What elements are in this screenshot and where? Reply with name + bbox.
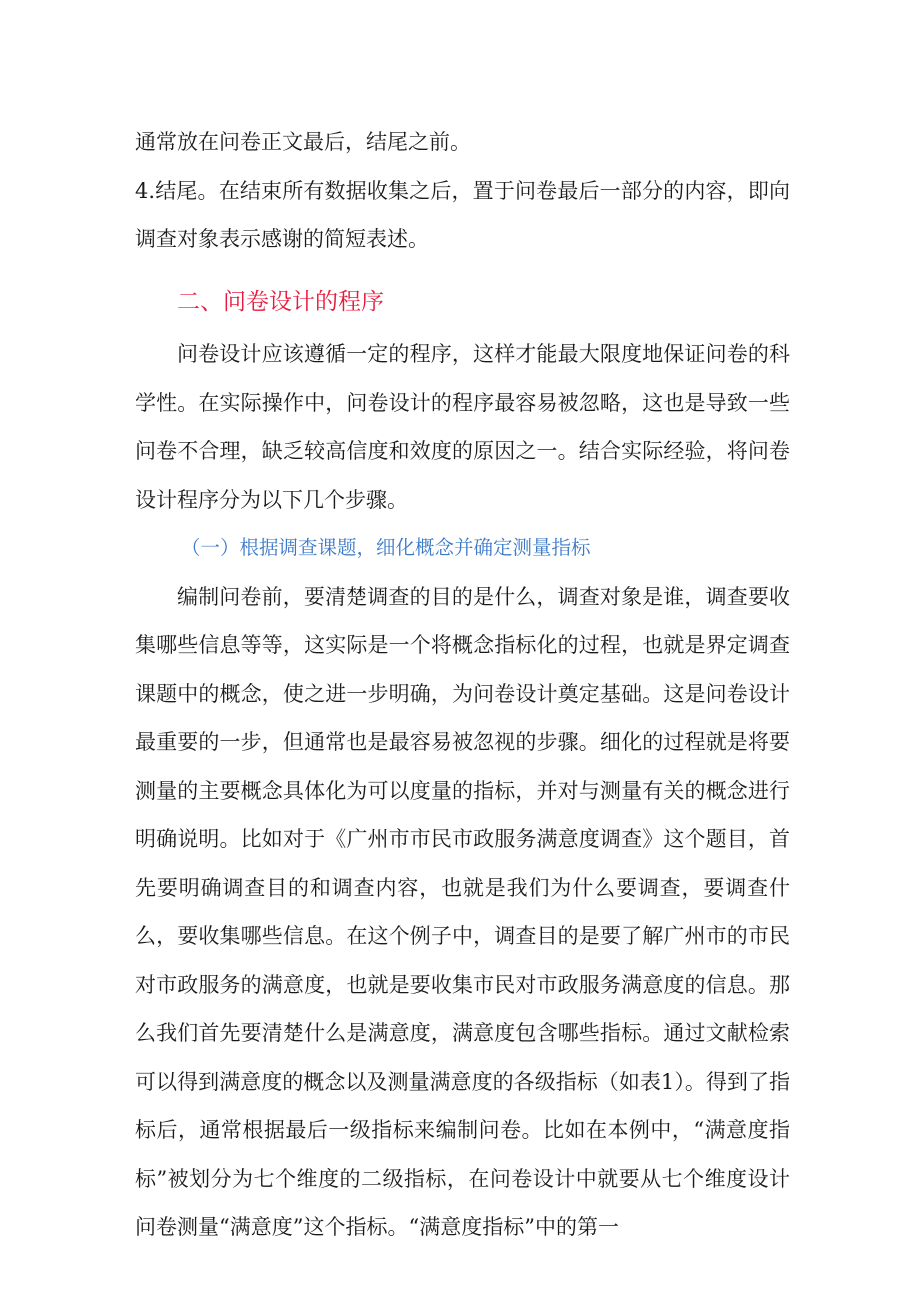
paragraph-continuation: 通常放在问卷正文最后，结尾之前。 (135, 130, 471, 154)
paragraph-intro: 问卷设计应该遵循一定的程序，这样才能最大限度地保证问卷的科学性。在实际操作中，问卷设计的程序最容易被忽略，这也是导致一些问卷不合理，缺乏较高信度和效度的原因之一。结合实际经验，将问卷设计程序分为以下几个步骤。 (135, 342, 790, 512)
paragraph-ending: 4.结尾。在结束所有数据收集之后，置于问卷最后一部分的内容，即向调查对象表示感谢的简短表述。 (135, 178, 790, 251)
document-body (135, 118, 790, 1252)
subsection-heading: （一）根据调查课题，细化概念并确定测量指标 (181, 536, 591, 559)
section-heading: 二、问卷设计的程序 (177, 288, 384, 315)
paragraph-body: 编制问卷前，要清楚调查的目的是什么，调查对象是谁，调查要收集哪些信息等等，这实际是一个将概念指标化的过程，也就是界定调查课题中的概念，使之进一步明确，为问卷设计奠定基础。这是问卷设计最重要的一步，但通常也是最容易被忽视的步骤。细化的过程就是将要测量的主要概念具体化为可以度量的指标，并对与测量有关的概念进行明确说明。比如对于《广州市市民市政服务满意度调查》这个题目，首先要明确调查目的和调查内容，也就是我们为什么要调查，要调查什么，要收集哪些信息。在这个例子中，调查目的是要了解广州市的市民对市政服务的满意度，也就是要收集市民对市政服务满意度的信息。那么我们首先要清楚什么是满意度，满意度包含哪些指标。通过文献检索可以得到满意度的概念以及测量满意度的各级指标（如表1）。得到了指标后，通常根据最后一级指标来编制问卷。比如在本例中，“满意度指标”被划分为七个维度的二级指标，在问卷设计中就要从七个维度设计问卷测量“满意度”这个指标。“满意度指标”中的第一 (135, 584, 790, 1239)
